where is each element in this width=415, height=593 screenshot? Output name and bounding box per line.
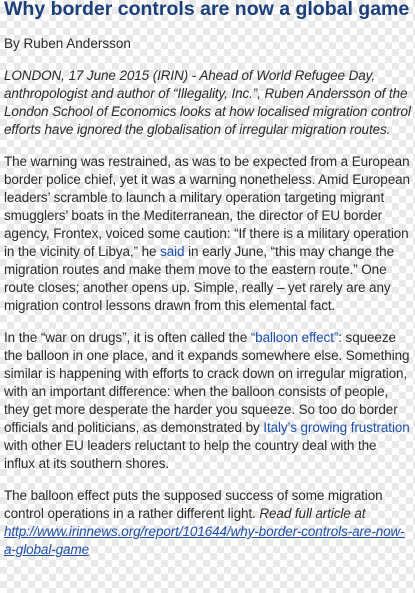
paragraph-2-text-c: with other EU leaders reluctant to help the country deal with the influx at its southern shores. <box>4 438 377 471</box>
full-article-url-link[interactable]: http://www.irinnews.org/report/101644/why-border-controls-are-now-a-global-game <box>4 524 405 557</box>
paragraph-1-text-b: in early June, “this may change the migration routes and make them move to the eastern route.” One route closes; another opens up. Simple, really – yet rarely are any migration control lessons drawn from this elemental fact. <box>4 244 394 313</box>
article-byline: By Ruben Andersson <box>4 36 131 51</box>
paragraph-2-text-a: In the “war on drugs”, it is often called the <box>4 330 251 345</box>
article-lede: LONDON, 17 June 2015 (IRIN) - Ahead of World Refugee Day, anthropologist and author of “Illegality, Inc.”, Ruben Andersson of the London School of Economics looks at how localised migration control efforts have ignored the globalisation of irregular migration routes. <box>4 68 411 137</box>
paragraph-1 <box>4 153 411 315</box>
paragraph-2 <box>4 329 411 473</box>
paragraph-2-text-b: : squeeze the balloon in one place, and it expands somewhere else. Something similar is happening with efforts to crack down on irregular migration, with an important difference: when the balloon consists of people, they get more desperate the harder you squeeze. So too do border officials and politicians, as demonstrated by <box>4 330 410 435</box>
article-headline: Why border controls are now a global game <box>4 0 410 20</box>
italys-frustration-link[interactable]: Italy’s growing frustration <box>263 420 410 435</box>
said-link[interactable]: said <box>160 244 185 259</box>
balloon-effect-link[interactable]: “balloon effect” <box>250 330 339 345</box>
paragraph-3 <box>4 487 411 559</box>
paragraph-3-text-a: The balloon effect puts the supposed success of some migration control operations in a rather different light. <box>4 488 383 521</box>
read-full-article-label: Read full article at <box>259 506 366 521</box>
paragraph-1-text-a: The warning was restrained, as was to be expected from a European border police chief, yet it was a warning nonetheless. Amid European leaders’ scramble to launch a military operation targeting migrant smugglers’ boats in the Mediterranean, the director of EU border agency, Frontex, voiced some caution: “If there is a military operation in the vicinity of Libya,” he <box>4 154 410 259</box>
